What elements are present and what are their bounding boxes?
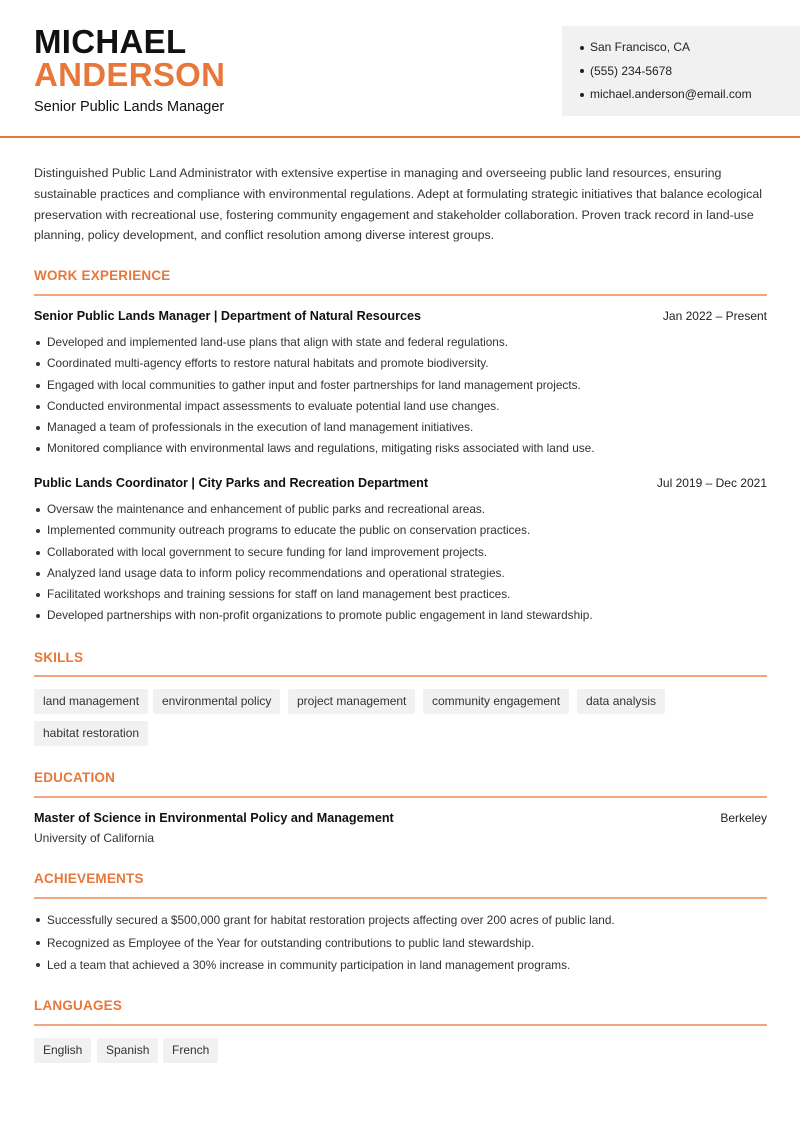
language-tag: Spanish <box>97 1038 158 1063</box>
section-divider <box>34 897 767 899</box>
job-title: Senior Public Lands Manager | Department of Natural Resources <box>34 309 422 323</box>
contact-email[interactable]: michael.anderson@email.com <box>580 86 800 110</box>
list-item: Managed a team of professionals in the execution of land management initiatives. <box>34 417 767 438</box>
section-title-skills: SKILLS <box>34 650 84 665</box>
contact-location: San Francisco, CA <box>580 39 800 63</box>
list-item: Analyzed land usage data to inform policy recommendations and operational strategies. <box>34 563 767 584</box>
list-item: Monitored compliance with environmental laws and regulations, mitigating risks associated with land use. <box>34 438 767 459</box>
job-bullets <box>34 499 767 627</box>
job-entry-header <box>34 309 767 327</box>
skill-tag: project management <box>288 689 415 714</box>
skill-tag: environmental policy <box>153 689 280 714</box>
resume-header <box>0 0 800 138</box>
section-divider <box>34 294 767 296</box>
list-item: Collaborated with local government to secure funding for land improvement projects. <box>34 542 767 563</box>
contact-phone: (555) 234-5678 <box>580 63 800 87</box>
list-item: Engaged with local communities to gather input and foster partnerships for land management projects. <box>34 375 767 396</box>
section-title-achievements: ACHIEVEMENTS <box>34 871 144 886</box>
job-bullets <box>34 332 767 460</box>
degree-title: Master of Science in Environmental Policy and Management <box>34 811 394 825</box>
list-item: Successfully secured a $500,000 grant for habitat restoration projects affecting over 200 acres of public land. <box>34 909 767 932</box>
list-item: Developed and implemented land-use plans that align with state and federal regulations. <box>34 332 767 353</box>
professional-summary: Distinguished Public Land Administrator with extensive expertise in managing and overseeing public land resources, ensuring sustainable practices and compliance with environmental regulations. Adept at formulating strategic initiatives that balance ecological preservation with recreational use, fostering community engagement and stakeholder collaboration. Proven track record in land-use planning, policy development, and conflict resolution among diverse interest groups. <box>34 166 763 243</box>
skill-tag: habitat restoration <box>34 721 148 746</box>
job-dates: Jan 2022 – Present <box>662 309 767 323</box>
achievements-list <box>34 909 767 977</box>
headline-title: Senior Public Lands Manager <box>34 99 225 115</box>
section-divider <box>34 1024 767 1026</box>
language-tag: French <box>163 1038 218 1063</box>
list-item: Implemented community outreach programs to educate the public on conservation practices. <box>34 520 767 541</box>
list-item: Recognized as Employee of the Year for outstanding contributions to public land stewardship. <box>34 932 767 955</box>
list-item: Led a team that achieved a 30% increase in community participation in land management programs. <box>34 954 767 977</box>
section-title-languages: LANGUAGES <box>34 998 123 1013</box>
language-tag: English <box>34 1038 91 1063</box>
list-item: Conducted environmental impact assessments to evaluate potential land use changes. <box>34 396 767 417</box>
section-title-work: WORK EXPERIENCE <box>34 268 171 283</box>
first-name: MICHAEL <box>34 23 187 60</box>
job-entry-header <box>34 476 767 494</box>
education-location: Berkeley <box>720 811 767 825</box>
skill-tag: land management <box>34 689 148 714</box>
school-name: University of California <box>34 831 155 845</box>
list-item: Coordinated multi-agency efforts to restore natural habitats and promote biodiversity. <box>34 353 767 374</box>
section-divider <box>34 675 767 677</box>
section-divider <box>34 796 767 798</box>
list-item: Oversaw the maintenance and enhancement of public parks and recreational areas. <box>34 499 767 520</box>
contact-box <box>562 26 800 116</box>
skill-tag: data analysis <box>577 689 665 714</box>
job-title: Public Lands Coordinator | City Parks and Recreation Department <box>34 476 429 490</box>
job-dates: Jul 2019 – Dec 2021 <box>656 476 767 490</box>
list-item: Developed partnerships with non-profit organizations to promote public engagement in land stewardship. <box>34 605 767 626</box>
section-title-education: EDUCATION <box>34 770 116 785</box>
list-item: Facilitated workshops and training sessions for staff on land management best practices. <box>34 584 767 605</box>
skill-tag: community engagement <box>423 689 569 714</box>
last-name: ANDERSON <box>34 56 226 93</box>
